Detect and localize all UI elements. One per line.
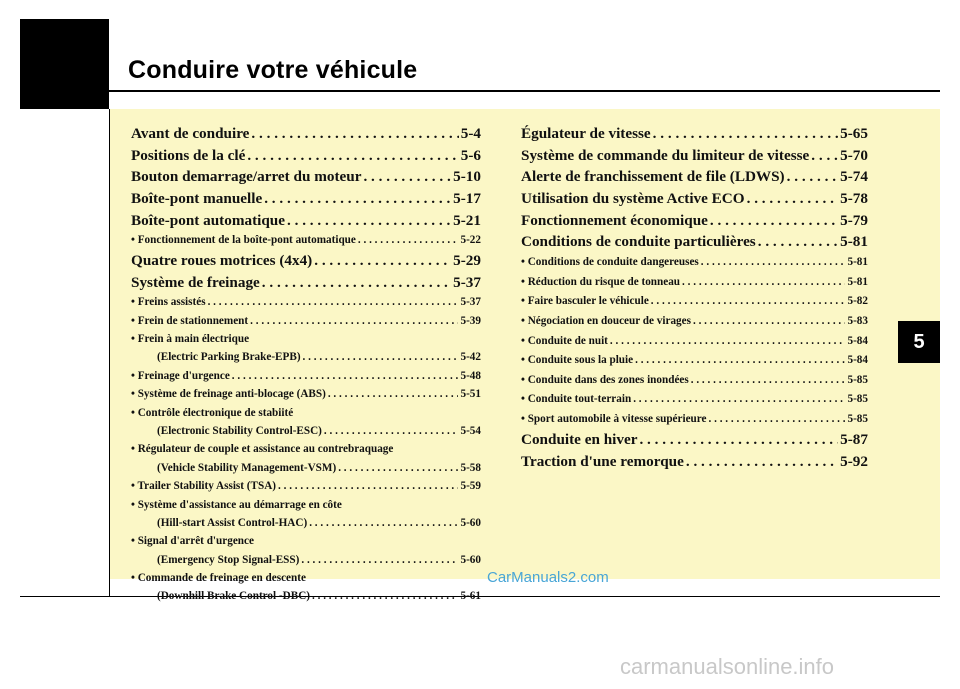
toc-subentry[interactable]	[131, 293, 481, 311]
toc-page-number: 5-4	[460, 125, 481, 142]
toc-subentry[interactable]	[521, 273, 868, 293]
toc-entry-label: Traction d'une remorque	[521, 453, 684, 471]
toc-subentry[interactable]	[131, 459, 481, 477]
toc-leader-dots	[328, 385, 459, 403]
toc-leader-dots	[682, 273, 845, 293]
toc-entry-label: Égulateur de vitesse	[521, 125, 651, 142]
toc-entry-label: • Trailer Stability Assist (TSA)	[131, 480, 277, 493]
toc-entry-label: • Sport automobile à vitesse supérieure	[521, 412, 707, 425]
toc-entry[interactable]	[521, 451, 868, 473]
toc-subentry[interactable]	[131, 587, 481, 605]
toc-entry-label: • Faire basculer le véhicule	[521, 295, 649, 308]
toc-entry-label: (Vehicle Stability Management-VSM)	[157, 461, 337, 474]
toc-leader-dots	[691, 371, 846, 391]
toc-entry-label: • Freins assistés	[131, 296, 206, 309]
toc-subentry[interactable]	[521, 332, 868, 352]
toc-page-number: 5-37	[460, 296, 481, 309]
toc-leader-dots	[710, 210, 838, 232]
toc-subentry[interactable]	[131, 231, 481, 249]
toc-entry-heading: • Frein à main électrique	[131, 332, 250, 345]
toc-entry-label: • Fonctionnement de la boîte-pont automatique	[131, 234, 356, 247]
toc-subentry[interactable]	[521, 253, 868, 273]
toc-page-number: 5-85	[847, 393, 868, 406]
toc-leader-dots	[262, 272, 451, 294]
toc-entry-label: Système de freinage	[131, 273, 260, 291]
toc-subentry[interactable]	[521, 390, 868, 410]
toc-page-number: 5-85	[847, 373, 868, 386]
toc-entry[interactable]	[131, 123, 481, 145]
toc-entry[interactable]	[521, 210, 868, 232]
left-margin-rule	[109, 109, 110, 597]
toc-entry-label: • Conduite de nuit	[521, 334, 608, 347]
toc-page-number: 5-85	[847, 412, 868, 425]
toc-subentry[interactable]	[131, 477, 481, 495]
toc-entry[interactable]	[131, 250, 481, 272]
toc-right-column	[521, 123, 868, 473]
toc-leader-dots	[301, 551, 458, 569]
toc-page-number: 5-84	[847, 334, 868, 347]
corner-black-block	[20, 19, 109, 109]
toc-page-number: 5-51	[460, 388, 481, 401]
toc-entry[interactable]	[131, 166, 481, 188]
toc-subentry[interactable]	[131, 385, 481, 403]
toc-entry[interactable]	[521, 166, 868, 188]
toc-leader-dots	[247, 145, 458, 167]
toc-entry-label: (Electronic Stability Control-ESC)	[157, 424, 322, 437]
toc-entry[interactable]	[521, 231, 868, 253]
toc-entry-label: Fonctionnement économique	[521, 211, 708, 229]
toc-page-number: 5-84	[847, 354, 868, 367]
toc-page-number: 5-60	[460, 516, 481, 529]
toc-subentry[interactable]	[131, 551, 481, 569]
toc-entry-label: • Freinage d'urgence	[131, 369, 230, 382]
toc-entry-heading: • Commande de freinage en descente	[131, 572, 306, 585]
toc-leader-dots	[208, 293, 459, 311]
toc-entry-label: Utilisation du système Active ECO	[521, 190, 745, 208]
toc-page-number: 5-10	[453, 168, 481, 186]
toc-entry-heading: • Système d'assistance au démarrage en côte	[131, 498, 342, 511]
toc-entry-heading: • Régulateur de couple et assistance au contrebraquage	[131, 443, 394, 456]
toc-leader-dots	[651, 292, 846, 312]
toc-leader-dots	[314, 250, 451, 272]
toc-entry-label: (Emergency Stop Signal-ESS)	[157, 553, 300, 566]
toc-entry-label: • Réduction du risque de tonneau	[521, 275, 681, 288]
toc-page-number: 5-29	[453, 251, 481, 269]
toc-left-column	[131, 123, 481, 606]
toc-page-number: 5-82	[847, 295, 868, 308]
toc-leader-dots	[338, 459, 458, 477]
toc-page-number: 5-59	[460, 480, 481, 493]
toc-leader-dots	[312, 587, 458, 605]
toc-page-number: 5-81	[847, 275, 868, 288]
toc-page-number: 5-61	[460, 590, 481, 603]
toc-leader-dots	[309, 514, 458, 532]
toc-subentry[interactable]	[521, 410, 868, 430]
toc-entry[interactable]	[131, 272, 481, 294]
toc-page-number: 5-58	[460, 461, 481, 474]
toc-entry[interactable]	[521, 188, 868, 210]
toc-subentry[interactable]	[131, 514, 481, 532]
toc-leader-dots	[303, 348, 459, 366]
toc-entry-label: • Conduite tout-terrain	[521, 393, 632, 406]
toc-entry[interactable]	[521, 145, 868, 167]
toc-entry-heading: • Contrôle électronique de stabiité	[131, 406, 294, 419]
toc-entry-label: (Hill-start Assist Control-HAC)	[157, 516, 308, 529]
toc-leader-dots	[324, 422, 459, 440]
toc-entry-label: • Négociation en douceur de virages	[521, 314, 691, 327]
toc-leader-dots	[701, 253, 846, 273]
toc-leader-dots	[693, 312, 846, 332]
toc-page-number: 5-48	[460, 369, 481, 382]
toc-entry[interactable]	[521, 123, 868, 145]
watermark-carmanuals: CarManuals2.com	[487, 569, 609, 586]
toc-page-number: 5-74	[840, 168, 868, 186]
toc-page-number: 5-87	[840, 431, 868, 449]
toc-leader-dots	[811, 145, 838, 167]
toc-entry[interactable]	[131, 145, 481, 167]
toc-page-number: 5-65	[840, 125, 868, 142]
toc-leader-dots	[653, 123, 839, 145]
toc-entry-label: Conduite en hiver	[521, 431, 638, 449]
toc-leader-dots	[358, 231, 459, 249]
toc-leader-dots	[635, 351, 845, 371]
toc-leader-dots	[287, 210, 451, 232]
toc-subentry[interactable]	[521, 371, 868, 391]
toc-page-number: 5-21	[453, 211, 481, 229]
toc-page-number: 5-37	[453, 273, 481, 291]
toc-leader-dots	[264, 188, 451, 210]
toc-page-number: 5-92	[840, 453, 868, 471]
toc-leader-dots	[278, 477, 458, 495]
toc-entry-label: Alerte de franchissement de file (LDWS)	[521, 168, 785, 186]
toc-page-number: 5-60	[460, 553, 481, 566]
toc-entry-label: • Système de freinage anti-blocage (ABS)	[131, 388, 326, 401]
toc-page-number: 5-22	[460, 234, 481, 247]
toc-subentry[interactable]	[131, 422, 481, 440]
toc-entry[interactable]	[521, 429, 868, 451]
toc-entry[interactable]	[131, 210, 481, 232]
toc-entry-label: • Conditions de conduite dangereuses	[521, 256, 699, 269]
toc-page-number: 5-6	[460, 146, 481, 164]
toc-entry-label: (Downhill Brake Control -DBC)	[157, 590, 311, 603]
toc-page-number: 5-70	[840, 146, 868, 164]
toc-subentry[interactable]	[131, 348, 481, 366]
toc-leader-dots	[633, 390, 845, 410]
toc-page-number: 5-83	[847, 314, 868, 327]
toc-subentry[interactable]	[521, 312, 868, 332]
toc-page-number: 5-78	[840, 190, 868, 208]
toc-page-number: 5-42	[460, 351, 481, 364]
toc-subentry[interactable]	[521, 292, 868, 312]
toc-page-number: 5-39	[460, 314, 481, 327]
toc-entry-heading: • Signal d'arrêt d'urgence	[131, 535, 254, 548]
toc-subentry[interactable]	[131, 367, 481, 385]
toc-leader-dots	[639, 429, 838, 451]
toc-entry-label: Boîte-pont automatique	[131, 211, 285, 229]
toc-entry-label: Avant de conduire	[131, 125, 250, 142]
page-title: Conduire votre véhicule	[128, 56, 418, 84]
toc-page-number: 5-17	[453, 190, 481, 208]
toc-leader-dots	[758, 231, 838, 253]
toc-entry-label: • Frein de stationnement	[131, 314, 249, 327]
toc-leader-dots	[610, 332, 846, 352]
toc-leader-dots	[709, 410, 846, 430]
toc-entry-label: Positions de la clé	[131, 146, 246, 164]
title-rule	[109, 90, 940, 92]
toc-page-number: 5-81	[847, 256, 868, 269]
toc-entry-label: • Conduite sous la pluie	[521, 354, 634, 367]
toc-entry-label: Bouton demarrage/arret du moteur	[131, 168, 362, 186]
toc-subentry[interactable]	[521, 351, 868, 371]
toc-entry-label: (Electric Parking Brake-EPB)	[157, 351, 301, 364]
toc-entry-label: Quatre roues motrices (4x4)	[131, 251, 313, 269]
toc-leader-dots	[686, 451, 838, 473]
toc-page-number: 5-81	[840, 233, 868, 251]
toc-entry-label: • Conduite dans des zones inondées	[521, 373, 689, 386]
toc-entry-label: Système de commande du limiteur de vitesse	[521, 146, 810, 164]
toc-leader-dots	[250, 312, 458, 330]
toc-page-number: 5-54	[460, 424, 481, 437]
toc-leader-dots	[787, 166, 839, 188]
toc-entry[interactable]	[131, 188, 481, 210]
toc-entry-label: Conditions de conduite particulières	[521, 233, 756, 251]
toc-leader-dots	[251, 123, 458, 145]
toc-leader-dots	[363, 166, 451, 188]
toc-page-number: 5-79	[840, 211, 868, 229]
toc-leader-dots	[232, 367, 459, 385]
toc-entry-label: Boîte-pont manuelle	[131, 190, 263, 208]
section-tab[interactable]: 5	[898, 321, 940, 363]
toc-subentry[interactable]	[131, 312, 481, 330]
watermark-manualsonline: carmanualsonline.info	[620, 654, 835, 679]
toc-leader-dots	[747, 188, 839, 210]
